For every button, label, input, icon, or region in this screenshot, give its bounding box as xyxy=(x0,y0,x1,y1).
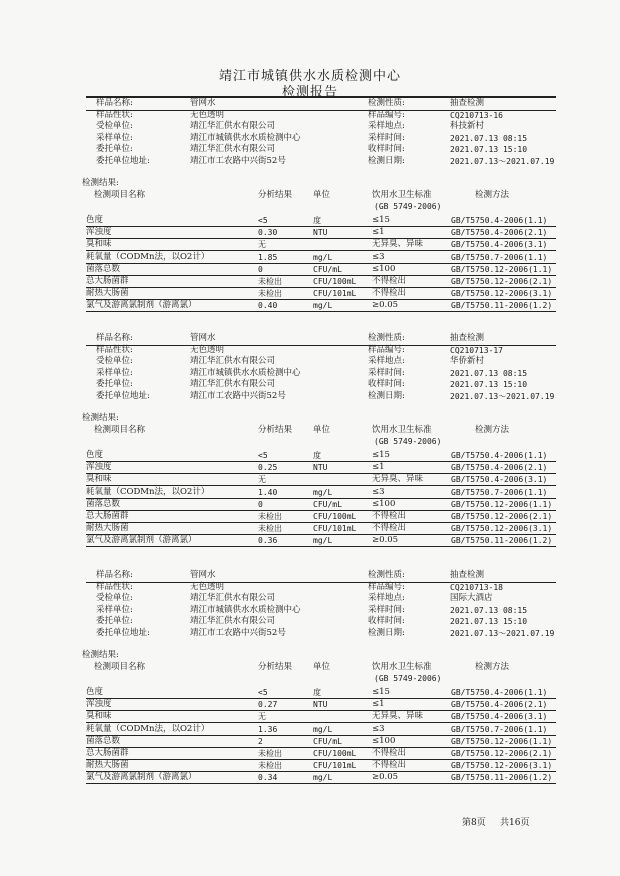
page-footer xyxy=(462,815,530,828)
row-standard: 不得检出 xyxy=(372,523,407,534)
row-standard: ≤15 xyxy=(372,687,390,697)
row-standard: ≤3 xyxy=(372,723,385,734)
label-sampling-unit: 采样单位: xyxy=(96,132,133,143)
value-receive-time: 2021.07.13 15:10 xyxy=(450,145,528,154)
row-rule xyxy=(86,546,556,547)
row-method: GB/T5750.4-2006(3.1) xyxy=(451,712,548,722)
row-item: 菌落总数 xyxy=(86,498,121,509)
col-header-method: 检测方法 xyxy=(475,425,510,435)
col-header-standard: 饮用水卫生标准 xyxy=(372,190,432,200)
value-test-date: 2021.07.13～2021.07.19 xyxy=(450,628,555,638)
label-sample-no: 样品编号: xyxy=(368,109,405,120)
value-client-address: 靖江市工农路中兴街52号 xyxy=(190,627,286,638)
value-test-date: 2021.07.13～2021.07.19 xyxy=(450,391,555,401)
row-method: GB/T5750.7-2006(1.1) xyxy=(451,252,548,262)
row-result: <5 xyxy=(258,216,268,225)
row-result: 0 xyxy=(258,499,263,509)
row-standard: ≥0.05 xyxy=(372,535,399,546)
label-sampling-place: 采样地点: xyxy=(368,593,405,603)
row-method: GB/T5750.11-2006(1.2) xyxy=(451,536,553,546)
row-unit: CFU/101mL xyxy=(313,524,357,534)
row-result: 未检出 xyxy=(258,512,282,521)
label-test-date: 检测日期: xyxy=(368,627,405,638)
col-header-standard: 饮用水卫生标准 xyxy=(372,425,432,435)
row-standard: 无异臭、异味 xyxy=(372,474,424,485)
row-method: GB/T5750.4-2006(2.1) xyxy=(451,463,548,473)
label-sampling-time: 采样时间: xyxy=(368,604,405,615)
value-state: 无色透明 xyxy=(190,109,225,120)
label-sampling-place: 采样地点: xyxy=(368,121,405,131)
row-result: 1.85 xyxy=(258,252,278,262)
row-item: 氯气及游离氯制剂（游离氯） xyxy=(86,535,197,546)
value-state: 无色透明 xyxy=(190,581,225,592)
top-rule xyxy=(86,96,556,98)
results-heading: 检测结果: xyxy=(82,413,119,423)
row-result: 未检出 xyxy=(258,524,282,534)
col-header-result: 分析结果 xyxy=(258,190,293,200)
info-rule xyxy=(86,345,556,346)
row-result: 0.36 xyxy=(258,536,278,546)
row-unit: CFU/mL xyxy=(313,264,342,274)
value-inspected-unit: 靖江华汇供水有限公司 xyxy=(190,356,276,366)
row-standard: ≤100 xyxy=(372,735,396,746)
row-result: <5 xyxy=(258,451,268,460)
row-standard: ≤15 xyxy=(372,450,390,460)
label-sample-name: 样品名称: xyxy=(96,570,133,580)
label-sample-name: 样品名称: xyxy=(96,333,133,343)
row-standard: 不得检出 xyxy=(372,288,407,299)
row-standard: 无异臭、异味 xyxy=(372,239,424,250)
value-nature: 抽查检测 xyxy=(450,98,485,108)
row-item: 总大肠菌群 xyxy=(86,276,129,286)
row-standard: 不得检出 xyxy=(372,276,407,286)
row-item: 耐热大肠菌 xyxy=(86,288,129,299)
col-header-standard-code: (GB 5749-2006) xyxy=(374,437,442,446)
row-method: GB/T5750.12-2006(3.1) xyxy=(451,761,553,771)
value-client-address: 靖江市工农路中兴街52号 xyxy=(190,155,286,166)
row-unit: CFU/101mL xyxy=(313,289,357,299)
col-header-unit: 单位 xyxy=(313,662,331,672)
col-header-method: 检测方法 xyxy=(475,190,510,200)
value-client-unit: 靖江华汇供水有限公司 xyxy=(190,379,276,389)
label-receive-time: 收样时间: xyxy=(368,616,405,626)
results-heading: 检测结果: xyxy=(82,650,119,660)
row-result: 无 xyxy=(258,475,266,485)
row-method: GB/T5750.11-2006(1.2) xyxy=(451,773,553,783)
value-place: 华侨新村 xyxy=(450,356,485,366)
row-result: 未检出 xyxy=(258,761,282,771)
row-standard: 不得检出 xyxy=(372,748,407,758)
label-client-unit: 委托单位: xyxy=(96,379,133,389)
row-result: 未检出 xyxy=(258,277,282,286)
row-standard: ≤15 xyxy=(372,215,390,225)
col-header-unit: 单位 xyxy=(313,425,331,435)
row-item: 色度 xyxy=(86,450,104,460)
row-item: 耗氧量（CODMn法，以O2计） xyxy=(86,723,210,734)
col-header-item: 检测项目名称 xyxy=(94,425,146,435)
row-method: GB/T5750.4-2006(2.1) xyxy=(451,700,548,710)
row-standard: ≤1 xyxy=(372,462,385,473)
row-method: GB/T5750.12-2006(2.1) xyxy=(451,512,553,521)
row-standard: ≤3 xyxy=(372,251,385,262)
row-result: 2 xyxy=(258,736,263,746)
value-sampling-time: 2021.07.13 08:15 xyxy=(450,133,528,143)
row-standard: ≥0.05 xyxy=(372,300,399,311)
col-header-standard: 饮用水卫生标准 xyxy=(372,662,432,672)
row-item: 色度 xyxy=(86,687,104,697)
row-method: GB/T5750.4-2006(2.1) xyxy=(451,228,548,238)
row-result: 1.40 xyxy=(258,487,278,497)
row-item: 总大肠菌群 xyxy=(86,511,129,521)
row-method: GB/T5750.4-2006(3.1) xyxy=(451,240,548,250)
row-item: 浑浊度 xyxy=(86,227,112,238)
value-sample-no: CQ210713-17 xyxy=(450,345,503,355)
value-sampling-time: 2021.07.13 08:15 xyxy=(450,368,528,378)
value-place: 科技新村 xyxy=(450,121,485,131)
value-client-unit: 靖江华汇供水有限公司 xyxy=(190,616,276,626)
row-item: 耗氧量（CODMn法，以O2计） xyxy=(86,251,210,262)
col-header-unit: 单位 xyxy=(313,190,331,200)
col-header-item: 检测项目名称 xyxy=(94,190,146,200)
label-receive-time: 收样时间: xyxy=(368,144,405,154)
row-unit: 度 xyxy=(313,216,321,225)
row-item: 色度 xyxy=(86,215,104,225)
label-sampling-time: 采样时间: xyxy=(368,132,405,143)
row-result: <5 xyxy=(258,688,268,697)
row-unit: CFU/mL xyxy=(313,736,342,746)
col-header-method: 检测方法 xyxy=(475,662,510,672)
value-name: 管网水 xyxy=(190,333,216,343)
row-method: GB/T5750.12-2006(2.1) xyxy=(451,749,553,758)
value-sampling-time: 2021.07.13 08:15 xyxy=(450,605,528,615)
row-standard: ≥0.05 xyxy=(372,772,399,783)
row-item: 菌落总数 xyxy=(86,263,121,274)
row-item: 氯气及游离氯制剂（游离氯） xyxy=(86,300,197,311)
label-receive-time: 收样时间: xyxy=(368,379,405,389)
row-method: GB/T5750.4-2006(1.1) xyxy=(451,216,548,225)
row-method: GB/T5750.7-2006(1.1) xyxy=(451,724,548,734)
value-sampling-unit: 靖江市城镇供水水质检测中心 xyxy=(190,367,301,378)
value-inspected-unit: 靖江华汇供水有限公司 xyxy=(190,593,276,603)
value-inspected-unit: 靖江华汇供水有限公司 xyxy=(190,121,276,131)
row-result: 未检出 xyxy=(258,749,282,758)
page-number: 第8页 xyxy=(462,818,486,828)
label-sample-no: 样品编号: xyxy=(368,344,405,355)
label-client-unit: 委托单位: xyxy=(96,616,133,626)
results-heading: 检测结果: xyxy=(82,178,119,188)
row-result: 0.40 xyxy=(258,301,278,311)
value-receive-time: 2021.07.13 15:10 xyxy=(450,617,528,626)
label-test-date: 检测日期: xyxy=(368,390,405,401)
label-sampling-place: 采样地点: xyxy=(368,356,405,366)
value-nature: 抽查检测 xyxy=(450,570,485,580)
value-client-unit: 靖江华汇供水有限公司 xyxy=(190,144,276,154)
row-method: GB/T5750.4-2006(1.1) xyxy=(451,451,548,460)
row-item: 耐热大肠菌 xyxy=(86,760,129,771)
row-item: 耗氧量（CODMn法，以O2计） xyxy=(86,486,210,497)
row-standard: ≤100 xyxy=(372,263,396,274)
row-unit: mg/L xyxy=(313,773,333,783)
row-method: GB/T5750.12-2006(1.1) xyxy=(451,499,553,509)
row-result: 1.36 xyxy=(258,724,278,734)
row-result: 无 xyxy=(258,712,266,722)
value-sample-no: CQ210713-18 xyxy=(450,582,503,592)
label-sample-state: 样品性状: xyxy=(96,581,133,592)
row-unit: NTU xyxy=(313,700,328,710)
row-item: 臭和味 xyxy=(86,711,112,722)
label-sampling-unit: 采样单位: xyxy=(96,367,133,378)
row-unit: NTU xyxy=(313,228,328,238)
label-sampling-time: 采样时间: xyxy=(368,367,405,378)
row-result: 0.34 xyxy=(258,773,278,783)
row-item: 菌落总数 xyxy=(86,735,121,746)
label-inspected-unit: 受检单位: xyxy=(96,593,133,603)
page-total: 共16页 xyxy=(500,818,530,828)
label-test-nature: 检测性质: xyxy=(368,570,405,580)
col-header-item: 检测项目名称 xyxy=(94,662,146,672)
row-unit: mg/L xyxy=(313,536,333,546)
value-name: 管网水 xyxy=(190,570,216,580)
label-sample-name: 样品名称: xyxy=(96,98,133,108)
value-sampling-unit: 靖江市城镇供水水质检测中心 xyxy=(190,604,301,615)
row-unit: mg/L xyxy=(313,301,333,311)
label-client-address: 委托单位地址: xyxy=(96,155,150,166)
label-sample-state: 样品性状: xyxy=(96,109,133,120)
row-result: 0.30 xyxy=(258,228,278,238)
row-method: GB/T5750.12-2006(1.1) xyxy=(451,736,553,746)
row-result: 无 xyxy=(258,240,266,250)
row-method: GB/T5750.7-2006(1.1) xyxy=(451,487,548,497)
value-sampling-unit: 靖江市城镇供水水质检测中心 xyxy=(190,132,301,143)
row-unit: mg/L xyxy=(313,724,333,734)
col-header-standard-code: (GB 5749-2006) xyxy=(374,202,442,211)
row-item: 耐热大肠菌 xyxy=(86,523,129,534)
row-item: 浑浊度 xyxy=(86,699,112,710)
row-standard: 不得检出 xyxy=(372,511,407,521)
label-test-nature: 检测性质: xyxy=(368,333,405,343)
row-item: 浑浊度 xyxy=(86,462,112,473)
row-method: GB/T5750.12-2006(3.1) xyxy=(451,524,553,534)
row-item: 氯气及游离氯制剂（游离氯） xyxy=(86,772,197,783)
row-standard: ≤100 xyxy=(372,498,396,509)
row-unit: CFU/100mL xyxy=(313,277,357,286)
info-rule xyxy=(86,110,556,111)
row-result: 0.27 xyxy=(258,700,278,710)
row-unit: CFU/101mL xyxy=(313,761,357,771)
row-item: 臭和味 xyxy=(86,239,112,250)
label-test-date: 检测日期: xyxy=(368,155,405,166)
row-method: GB/T5750.4-2006(1.1) xyxy=(451,688,548,697)
report-title: 检测报告 xyxy=(281,85,338,100)
label-client-address: 委托单位地址: xyxy=(96,627,150,638)
row-method: GB/T5750.11-2006(1.2) xyxy=(451,301,553,311)
row-unit: mg/L xyxy=(313,487,333,497)
row-result: 0 xyxy=(258,264,263,274)
value-receive-time: 2021.07.13 15:10 xyxy=(450,380,528,389)
row-rule xyxy=(86,783,556,784)
label-sampling-unit: 采样单位: xyxy=(96,604,133,615)
row-item: 臭和味 xyxy=(86,474,112,485)
col-header-standard-code: (GB 5749-2006) xyxy=(374,674,442,683)
row-result: 0.25 xyxy=(258,463,278,473)
row-method: GB/T5750.12-2006(1.1) xyxy=(451,264,553,274)
col-header-result: 分析结果 xyxy=(258,662,293,672)
info-rule xyxy=(86,582,556,583)
row-unit: 度 xyxy=(313,451,321,460)
label-client-address: 委托单位地址: xyxy=(96,390,150,401)
row-unit: NTU xyxy=(313,463,328,473)
label-client-unit: 委托单位: xyxy=(96,144,133,154)
row-unit: CFU/mL xyxy=(313,499,342,509)
row-unit: CFU/100mL xyxy=(313,512,357,521)
row-standard: ≤1 xyxy=(372,699,385,710)
value-test-date: 2021.07.13～2021.07.19 xyxy=(450,156,555,166)
value-client-address: 靖江市工农路中兴街52号 xyxy=(190,390,286,401)
row-method: GB/T5750.12-2006(2.1) xyxy=(451,277,553,286)
row-method: GB/T5750.4-2006(3.1) xyxy=(451,475,548,485)
col-header-result: 分析结果 xyxy=(258,425,293,435)
value-state: 无色透明 xyxy=(190,344,225,355)
label-sample-state: 样品性状: xyxy=(96,344,133,355)
value-place: 国际大酒店 xyxy=(450,593,493,603)
value-name: 管网水 xyxy=(190,98,216,108)
value-nature: 抽查检测 xyxy=(450,333,485,343)
row-standard: 不得检出 xyxy=(372,760,407,771)
label-inspected-unit: 受检单位: xyxy=(96,356,133,366)
row-item: 总大肠菌群 xyxy=(86,748,129,758)
row-standard: ≤3 xyxy=(372,486,385,497)
value-sample-no: CQ210713-16 xyxy=(450,110,503,120)
row-standard: ≤1 xyxy=(372,227,385,238)
label-sample-no: 样品编号: xyxy=(368,581,405,592)
label-inspected-unit: 受检单位: xyxy=(96,121,133,131)
row-result: 未检出 xyxy=(258,289,282,299)
row-method: GB/T5750.12-2006(3.1) xyxy=(451,289,553,299)
row-unit: mg/L xyxy=(313,252,333,262)
report-org-title: 靖江市城镇供水水质检测中心 xyxy=(218,69,401,84)
row-standard: 无异臭、异味 xyxy=(372,711,424,722)
row-unit: CFU/100mL xyxy=(313,749,357,758)
label-test-nature: 检测性质: xyxy=(368,98,405,108)
row-rule xyxy=(86,311,556,312)
row-unit: 度 xyxy=(313,688,321,697)
